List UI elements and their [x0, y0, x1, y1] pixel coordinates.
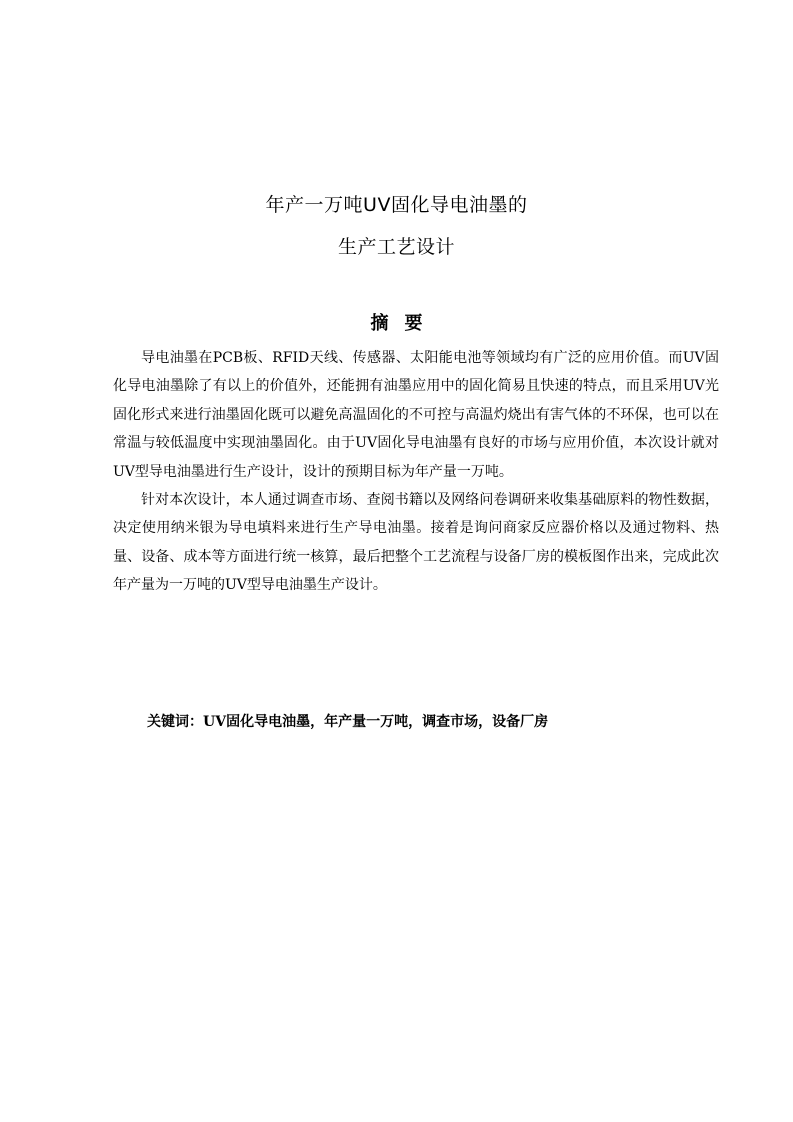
- keywords-text: UV固化导电油墨，年产量一万吨，调查市场，设备厂房: [203, 714, 549, 730]
- title-line-1: 年产一万吨UV固化导电油墨的: [265, 194, 528, 216]
- abstract-heading: 摘要: [370, 313, 439, 334]
- title-line-2: 生产工艺设计: [337, 236, 455, 258]
- abstract-paragraph-2: 针对本次设计，本人通过调查市场、查阅书籍以及网络问卷调研来收集基础原料的物性数据，决定使用纳米银为导电填料来进行生产导电油墨。接着是询问商家反应器价格以及通过物料、热量、设备、成本等方面进行统一核算，最后把整个工艺流程与设备厂房的模板图作出来，完成此次年产量为一万吨的UV型导电油墨生产设计。: [113, 492, 719, 594]
- abstract-body: [113, 344, 719, 600]
- keywords-label: 关键词：: [147, 714, 203, 730]
- title-block: [0, 184, 793, 268]
- abstract-paragraph-1: 导电油墨在PCB板、RFID天线、传感器、太阳能电池等领域均有广泛的应用价值。而UV固化导电油墨除了有以上的价值外，还能拥有油墨应用中的固化简易且快速的特点，而且采用UV光固化形式来进行油墨固化既可以避免高温固化的不可控与高温灼烧出有害气体的不环保，也可以在常温与较低温度中实现油墨固化。由于UV固化导电油墨有良好的市场与应用价值，本次设计就对UV型导电油墨进行生产设计，设计的预期目标为年产量一万吨。: [113, 350, 719, 480]
- keywords-line: [147, 708, 727, 736]
